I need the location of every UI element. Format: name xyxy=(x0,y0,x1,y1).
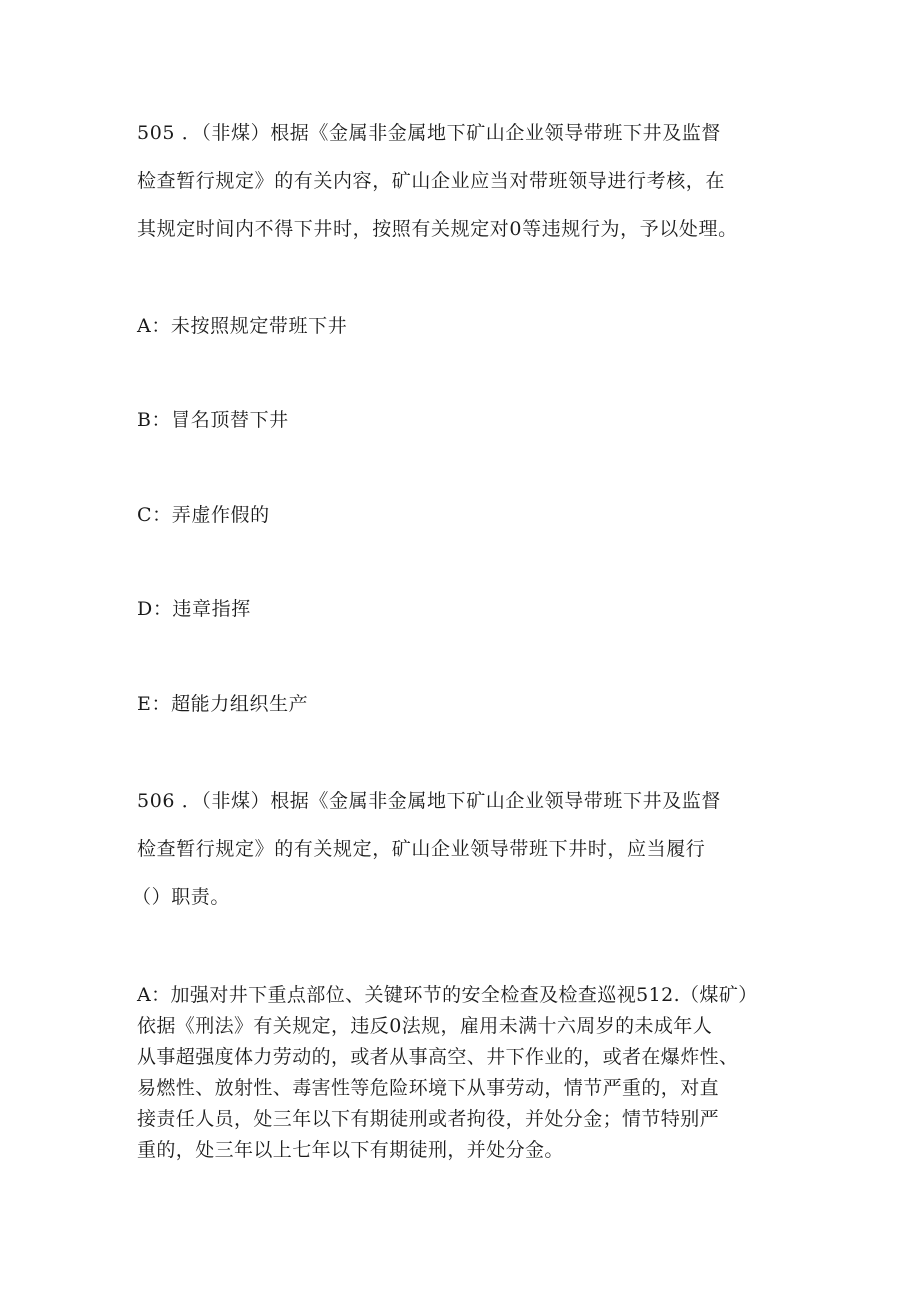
paragraph-line: 接责任人员，处三年以下有期徒刑或者拘役，并处分金；情节特别严 xyxy=(137,1108,720,1130)
option-a: A：未按照规定带班下井 xyxy=(137,315,348,337)
question-506-line-3: （）职责。 xyxy=(132,886,231,908)
option-c: C：弄虚作假的 xyxy=(137,504,270,526)
paragraph-line: 易燃性、放射性、毒害性等危险环境下从事劳动，情节严重的，对直 xyxy=(137,1077,720,1099)
paragraph-line: A：加强对井下重点部位、关键环节的安全检查及检查巡视512.（煤矿） xyxy=(137,984,758,1006)
paragraph-line: 依据《刑法》有关规定，违反0法规，雇用未满十六周岁的未成年人 xyxy=(137,1015,713,1037)
option-e: E：超能力组织生产 xyxy=(137,693,309,715)
question-505-line-2: 检查暂行规定》的有关内容，矿山企业应当对带班领导进行考核，在 xyxy=(137,170,726,192)
paragraph-line: 重的，处三年以上七年以下有期徒刑，并处分金。 xyxy=(137,1139,564,1161)
option-d: D：违章指挥 xyxy=(137,598,251,620)
question-505-line-1: 505 ．（非煤）根据《金属非金属地下矿山企业领导带班下井及监督 xyxy=(137,122,722,144)
option-b: B：冒名顶替下井 xyxy=(137,409,289,431)
answer-and-question-512-paragraph xyxy=(137,980,787,1166)
question-505-line-3: 其规定时间内不得下井时，按照有关规定对0等违规行为，予以处理。 xyxy=(137,218,738,240)
paragraph-line: 从事超强度体力劳动的，或者从事高空、井下作业的，或者在爆炸性、 xyxy=(137,1046,739,1068)
question-506-line-2: 检查暂行规定》的有关规定，矿山企业领导带班下井时，应当履行 xyxy=(137,838,706,860)
question-506-line-1: 506 ．（非煤）根据《金属非金属地下矿山企业领导带班下井及监督 xyxy=(137,790,722,812)
